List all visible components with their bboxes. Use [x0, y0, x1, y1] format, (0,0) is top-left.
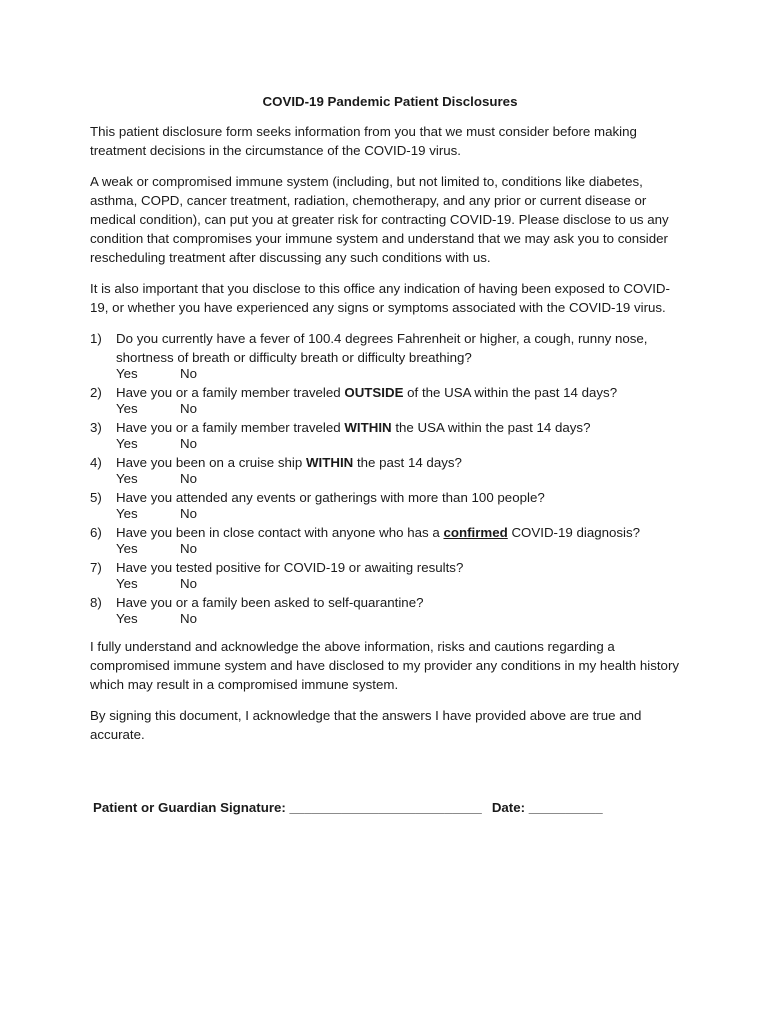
question-number: 6): [90, 525, 102, 540]
answer-options: [116, 437, 680, 451]
question-item: [90, 418, 680, 451]
question-emphasis: confirmed: [443, 525, 508, 540]
question-text-start: Have you or a family member traveled: [116, 385, 345, 400]
question-number: 4): [90, 455, 102, 470]
document-title: COVID-19 Pandemic Patient Disclosures: [262, 94, 518, 109]
question-item: [90, 488, 680, 521]
no-option[interactable]: No: [180, 576, 197, 591]
signature-field[interactable]: Patient or Guardian Signature: __________________________: [93, 800, 482, 815]
document-page: [90, 92, 680, 756]
no-option[interactable]: No: [180, 506, 197, 521]
answer-options: [116, 577, 680, 591]
answer-options: [116, 367, 680, 381]
no-option[interactable]: No: [180, 541, 197, 556]
intro-paragraph: This patient disclosure form seeks information from you that we must consider before making treatment decisions in the circumstance of the COVID-19 virus.: [90, 124, 637, 158]
question-number: 2): [90, 385, 102, 400]
answer-options: [116, 472, 680, 486]
answer-options: [116, 402, 680, 416]
yes-option[interactable]: Yes: [116, 436, 138, 451]
question-emphasis: WITHIN: [344, 420, 392, 435]
question-text: [116, 523, 680, 542]
date-field[interactable]: Date: __________: [491, 800, 603, 815]
acknowledge-paragraph: I fully understand and acknowledge the above information, risks and cautions regarding a compromised immune system and have disclosed to my provider any conditions in my health history which may result in a compromised immune system.: [90, 639, 680, 692]
question-text-end: the USA within the past 14 days?: [391, 420, 591, 435]
answer-options: [116, 507, 680, 521]
question-number: 3): [90, 420, 102, 435]
question-text: Have you attended any events or gatherings with more than 100 people?: [116, 490, 545, 505]
no-option[interactable]: No: [180, 366, 197, 381]
yes-option[interactable]: Yes: [116, 506, 138, 521]
question-item: [90, 558, 680, 591]
question-item: [90, 523, 680, 556]
yes-option[interactable]: Yes: [116, 471, 138, 486]
question-number: 7): [90, 560, 102, 575]
yes-option[interactable]: Yes: [116, 541, 138, 556]
question-text: Have you or a family been asked to self-quarantine?: [116, 595, 424, 610]
question-emphasis: OUTSIDE: [344, 385, 404, 400]
question-text-start: Have you or a family member traveled: [116, 420, 345, 435]
signing-paragraph: By signing this document, I acknowledge that the answers I have provided above are true and accurate.: [90, 708, 642, 742]
question-text-end: the past 14 days?: [353, 455, 462, 470]
question-number: 5): [90, 490, 102, 505]
question-text-start: Have you been on a cruise ship: [116, 455, 306, 470]
question-text: [116, 418, 680, 437]
question-text-end: COVID-19 diagnosis?: [507, 525, 641, 540]
question-text: Have you tested positive for COVID-19 or awaiting results?: [116, 560, 464, 575]
question-emphasis: WITHIN: [305, 455, 354, 470]
exposure-paragraph: It is also important that you disclose to this office any indication of having been exposed to COVID-19, or whether you have experienced any signs or symptoms associated with the COVID-19 virus.: [90, 281, 670, 315]
question-item: [90, 593, 680, 626]
yes-option[interactable]: Yes: [116, 576, 138, 591]
question-text: [116, 453, 680, 472]
question-text: Do you currently have a fever of 100.4 degrees Fahrenheit or higher, a cough, runny nose, shortness of breath or difficulty breath or difficulty breathing?: [116, 331, 648, 365]
question-text-end: of the USA within the past 14 days?: [403, 385, 618, 400]
question-number: 8): [90, 595, 102, 610]
question-item: [90, 329, 680, 381]
question-number: 1): [90, 331, 102, 346]
answer-options: [116, 612, 680, 626]
no-option[interactable]: No: [180, 436, 197, 451]
yes-option[interactable]: Yes: [116, 611, 138, 626]
question-text: [116, 383, 680, 402]
question-list: [90, 329, 680, 626]
question-item: [90, 383, 680, 416]
question-text-start: Have you been in close contact with anyone who has a: [116, 525, 444, 540]
yes-option[interactable]: Yes: [116, 401, 138, 416]
no-option[interactable]: No: [180, 401, 197, 416]
no-option[interactable]: No: [180, 611, 197, 626]
answer-options: [116, 542, 680, 556]
signature-row: [93, 798, 603, 817]
no-option[interactable]: No: [180, 471, 197, 486]
question-item: [90, 453, 680, 486]
yes-option[interactable]: Yes: [116, 366, 138, 381]
immune-paragraph: A weak or compromised immune system (including, but not limited to, conditions like diabetes, asthma, COPD, cancer treatment, radiation, chemotherapy, and any prior or current disease or medical condition), can put you at greater risk for contracting COVID-19. Please disclose to us any condition that compromises your immune system and understand that we may ask you to consider rescheduling treatment after discussing any such conditions with us.: [90, 174, 669, 265]
